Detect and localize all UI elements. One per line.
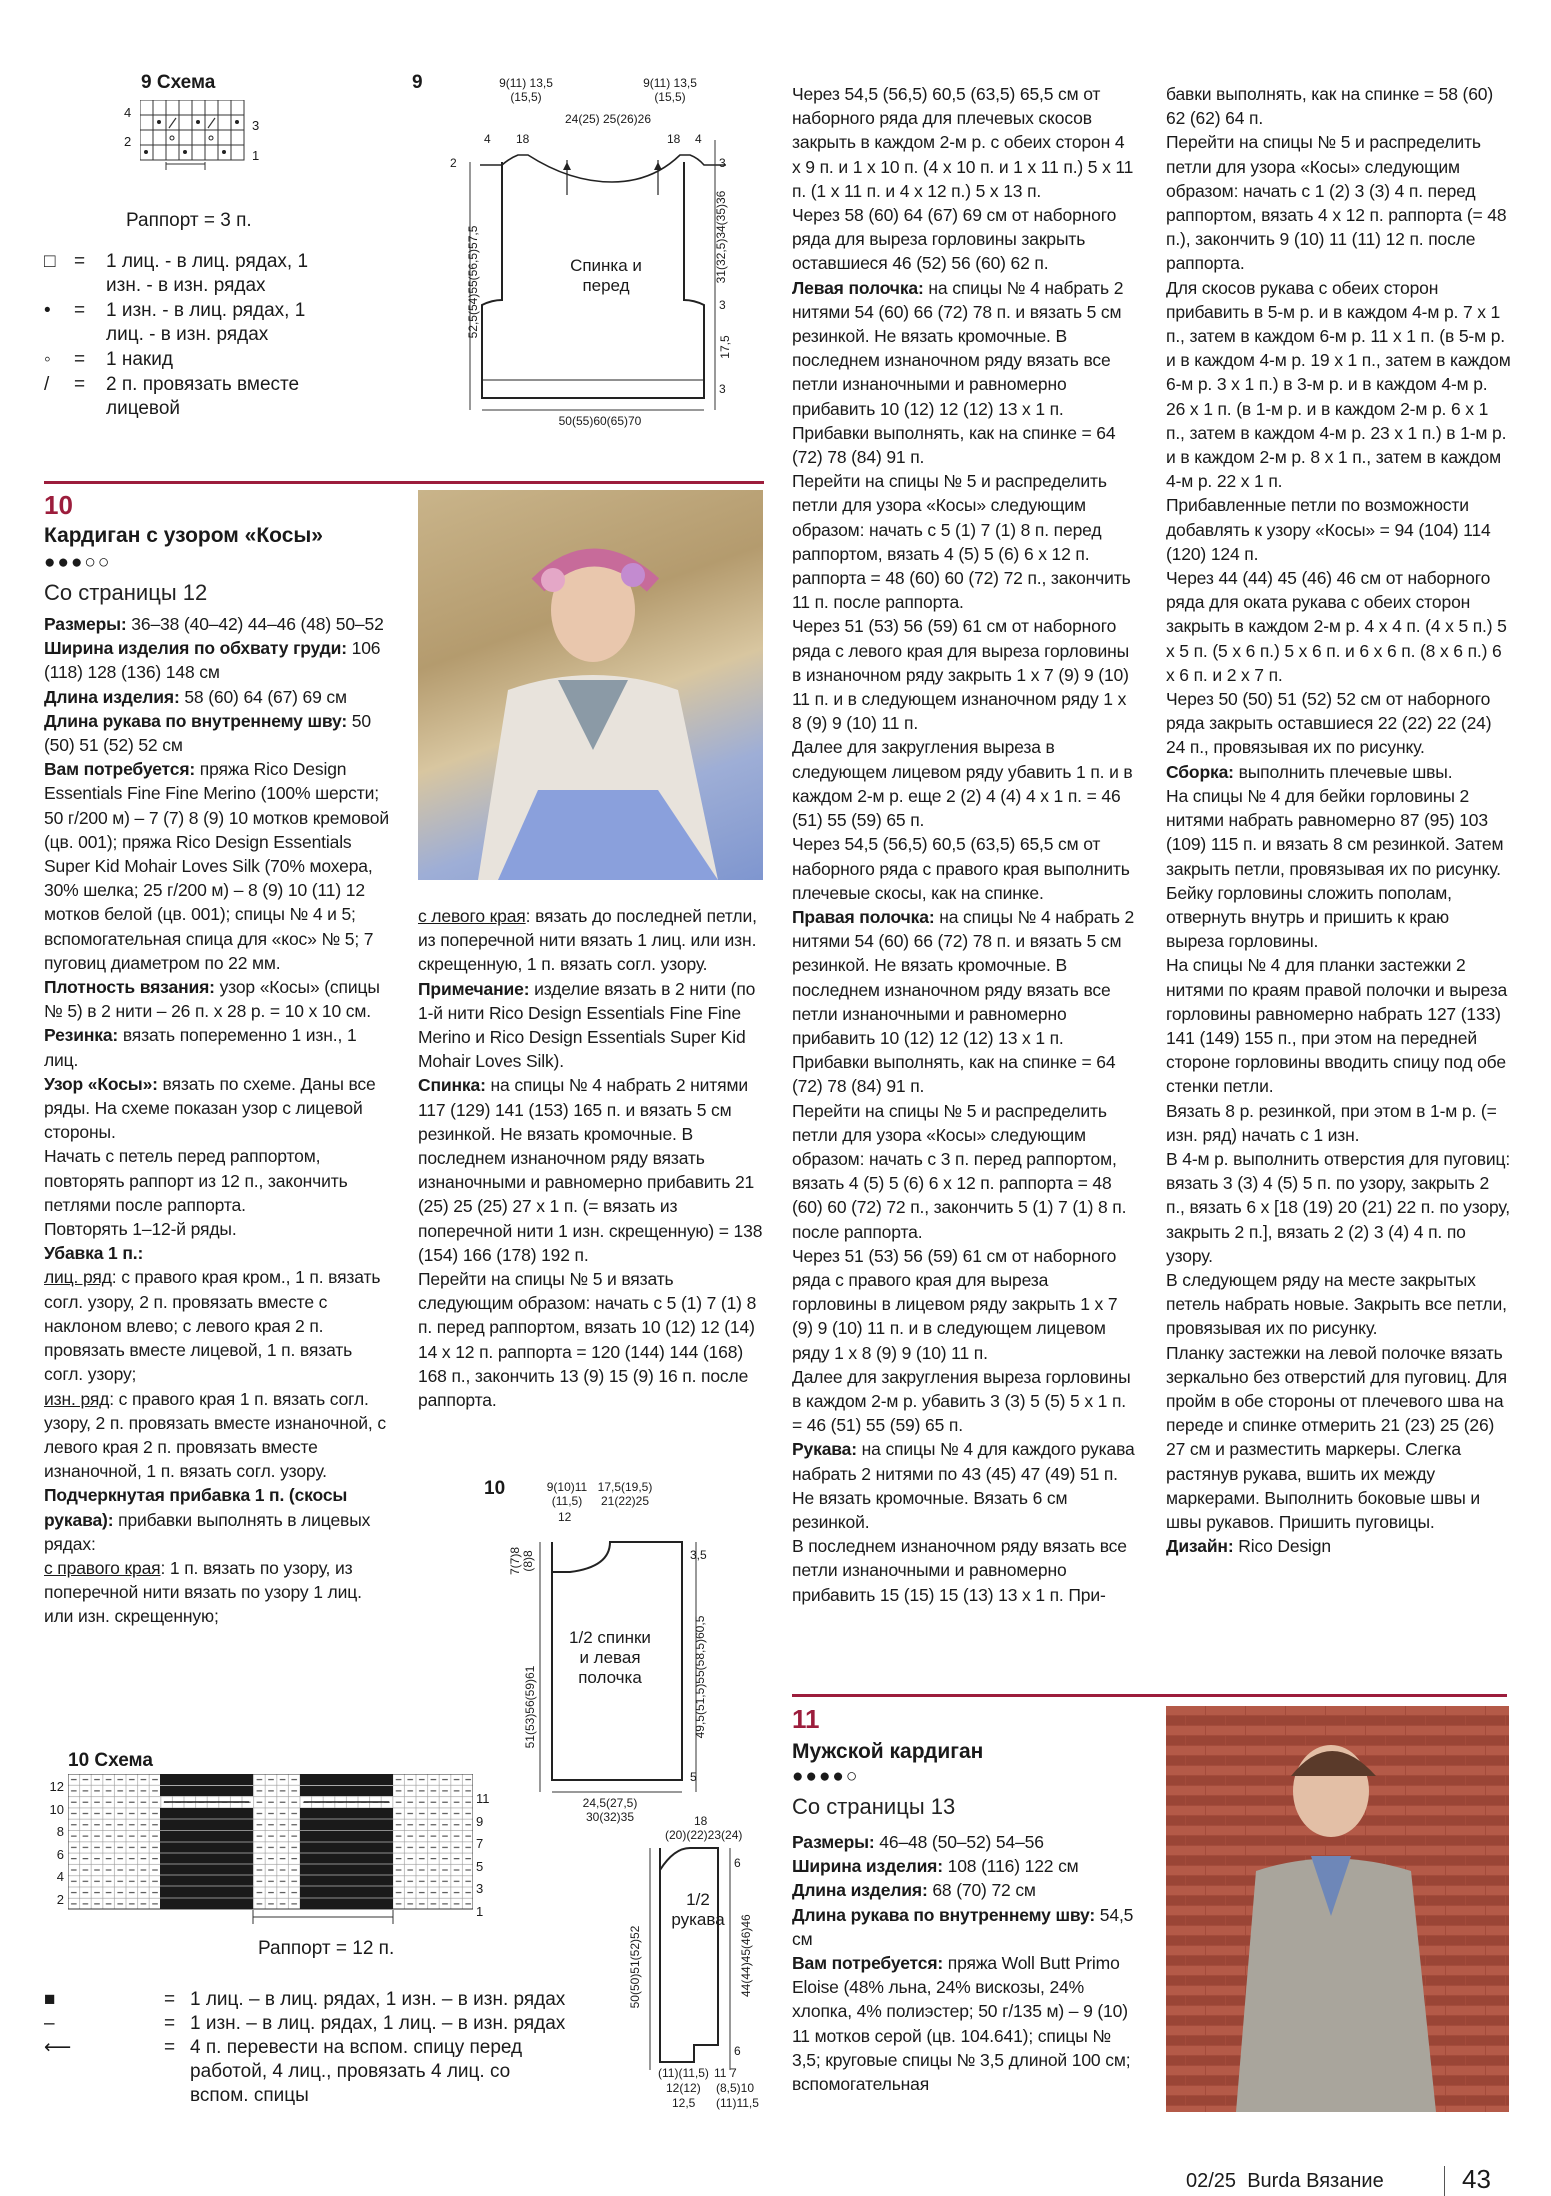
schema9-row-label: 3 — [252, 118, 260, 133]
text-paragraph: Прибавленные петли по возможности добавлять к узору «Косы» = 94 (104) 114 (120) 124 п. — [1166, 495, 1491, 564]
section10-title: Кардиган с узором «Косы» — [44, 524, 323, 547]
pattern9-dim: 4 — [484, 132, 491, 146]
legend-equals: = — [164, 2013, 176, 2034]
text-paragraph: Подчеркнутая прибавка 1 п. (скосы рукава): прибавки выполнять в лицевых рядах: — [44, 1485, 371, 1554]
text-paragraph: Резинка: вязать попеременно 1 изн., 1 лиц. — [44, 1025, 357, 1070]
text-paragraph: Длина изделия: 58 (60) 64 (67) 69 см — [44, 686, 347, 707]
text-paragraph: В 4-м р. выполнить отверстия для пуговиц: вязать 3 (3) 4 (5) 5 п. по узору, закрыть 2 п., вязать 6 x [18 (19) 20 (21) 22 п. по узору, закрыть 2 п.], вязать 2 (2) 3 (4) 4 п. по узору. — [1166, 1148, 1511, 1266]
pattern9-dim: 18 — [516, 132, 530, 146]
pattern10-dim: 3,5 — [690, 1548, 707, 1562]
pattern9-dim: 9(11) 13,5 (15,5) — [643, 76, 697, 104]
pattern10-dim: 9(10)11 (11,5) — [546, 1480, 588, 1508]
section10-column-4 — [1166, 82, 1511, 1558]
schema9-legend-text: 1 изн. - в лиц. рядах, 1 лиц. - в изн. рядах — [106, 300, 306, 345]
schema10-legend-text: 1 изн. – в лиц. рядах, 1 лиц. – в изн. рядах — [190, 2013, 566, 2034]
legend-equals: = — [164, 2037, 176, 2058]
text-paragraph: Начать с петель перед раппортом, повторять раппорт из 12 п., закончить петлями после раппорта. — [44, 1146, 348, 1215]
pattern10-dim: 7 — [730, 2066, 737, 2080]
text-paragraph: В последнем изнаночном ряду вязать все петли изнаночными и равномерно прибавить 15 (15) 15 (13) 13 x 1 п. При- — [792, 1536, 1127, 1605]
pattern10-dim: 24,5(27,5) 30(32)35 — [582, 1796, 638, 1824]
schema9-legend-item: □ = — [44, 251, 86, 272]
difficulty-rating: ●●●●○ — [792, 1766, 860, 1787]
schema9-grid — [140, 100, 250, 180]
legend-equals: = — [164, 1989, 176, 2010]
k2tog-symbol-icon: / — [44, 374, 50, 395]
section10-column-2 — [418, 904, 763, 1412]
schema9-row-label: 1 — [252, 148, 260, 163]
text-paragraph: Длина изделия: 68 (70) 72 см — [792, 1880, 1036, 1901]
text-paragraph: Вам потребуется: пряжа Rico Design Essentials Fine Fine Merino (100% шерсти; 50 г/200 м) – 7 (7) 8 (9) 10 мотков кремовой (цв. 001); пряжа Rico Design Essentials Super Kid Mohair Loves Silk (70% мохера, 30% шелка; 25 г/200 м) – 8 (9) 10 (11) 12 мотков белой (цв. 001); спицы № 4 и 5; вспомогательная спица для «кос» № 5; 7 пуговиц диаметром по 22 мм. — [44, 759, 389, 973]
pattern10-dim: 7(7)8 (8)8 — [508, 1547, 535, 1576]
model-photo-mens-cardigan-illustration — [1166, 1706, 1509, 2112]
yarn-over-symbol-icon: ◦ — [44, 349, 51, 370]
text-paragraph: Убавка 1 п.: — [44, 1243, 144, 1264]
section11-title: Мужской кардиган — [792, 1740, 984, 1763]
schema9-legend-item: ◦ = — [44, 349, 86, 370]
text-paragraph: изн. ряд: с правого края 1 п. вязать согл. узору, 2 п. провязать вместе изнаночной, с левого края 2 п. провязать вместе изнаночной, 1 п. вязать согл. узору. — [44, 1388, 386, 1482]
section11-number: 11 — [792, 1704, 820, 1734]
footer-brand: Burda Вязание — [1247, 2170, 1384, 2192]
text-paragraph: с правого края: 1 п. вязать по узору, из поперечной нити вязать по узору 1 лиц. или изн. скрещенную; — [44, 1557, 362, 1627]
text-paragraph: Правая полочка: на спицы № 4 набрать 2 нитями 54 (60) 66 (72) 78 п. и вязать 5 см резинкой. Не вязать кромочные. В последнем изнаночном ряду вязать все петли изнаночными и равномерно прибавить 10 (12) 12 (12) 13 x 1 п. Прибавки выполнять, как на спинке = 64 (72) 78 (84) 91 п. — [792, 906, 1135, 1097]
text-paragraph: Перейти на спицы № 5 и распределить петли для узора «Косы» следующим образом: начать с 1 (2) 3 (3) 4 п. перед раппортом, вязать 4 x 12 п. раппорта (= 48 п.), закончить 9 (10) 11 (11) 12 п. после раппорта. — [1166, 132, 1507, 274]
pattern9-dim: 24(25) 25(26)26 — [564, 112, 652, 126]
text-paragraph: Далее для закругления выреза в следующем лицевом ряду убавить 1 п. и в каждом 2-м р. еще 2 (2) 4 (4) 4 x 1 п. = 46 (51) 55 (59) 65 п. — [792, 737, 1133, 831]
pattern9-dim: 3 — [719, 156, 726, 170]
text-paragraph: Дизайн: Rico Design — [1166, 1536, 1331, 1557]
schema9-rapport: Раппорт = 3 п. — [126, 210, 252, 231]
pattern10-dim: (8,5)10 — [716, 2081, 755, 2095]
schema10-legend-item — [44, 2012, 164, 2036]
dash-cell-symbol-icon: – — [44, 2013, 55, 2034]
text-paragraph: бавки выполнять, как на спинке = 58 (60) 62 (62) 64 п. — [1166, 84, 1494, 129]
text-paragraph: Перейти на спицы № 5 и распределить петли для узора «Косы» следующим образом: начать с 5 (1) 7 (1) 8 п. перед раппортом, вязать 4 (5) 5 (6) 6 x 12 п. раппорта = 48 (60) 60 (72) 72 п., закончить 11 п. после раппорта. — [792, 471, 1131, 613]
footer-divider — [1444, 2166, 1445, 2196]
pattern10-dim: (20)(22)23(24) — [665, 1828, 743, 1842]
section10-column-3 — [792, 82, 1137, 1607]
pattern10-dim: 51(53)56(59)61 — [523, 1665, 537, 1749]
cable-arrow-symbol-icon: ⟵ — [44, 2037, 72, 2058]
pattern10-dim: 6 — [734, 2044, 741, 2058]
pattern9-dim: 31(32,5)34(35)36 — [714, 190, 728, 284]
text-paragraph: На спицы № 4 для планки застежки 2 нитями по краям правой полочки и выреза горловины равномерно набрать 127 (133) 141 (149) 155 п., при этом на передней стороне горловины вводить спицу под обе стенки петли. — [1166, 955, 1508, 1097]
text-paragraph: Сборка: выполнить плечевые швы. — [1166, 761, 1453, 782]
pattern10-body-label: 1/2 спинки и левая полочка — [569, 1628, 651, 1687]
text-paragraph: с левого края: вязать до последней петли, из поперечной нити вязать 1 лиц. или изн. скрещенную, 1 п. вязать согл. узору. — [418, 906, 757, 975]
pattern10-dim: (11)11,5 — [716, 2096, 759, 2110]
text-paragraph: На спицы № 4 для бейки горловины 2 нитями набрать равномерно 87 (95) 103 (109) 115 п. и вязать 8 см резинкой. Затем закрыть петли, провязывая их по рисунку. — [1166, 785, 1504, 879]
pattern10-number: 10 — [484, 1478, 506, 1499]
text-paragraph: Узор «Косы»: вязать по схеме. Даны все ряды. На схеме показан узор с лицевой стороны. — [44, 1073, 376, 1143]
text-paragraph: Повторять 1–12-й ряды. — [44, 1219, 237, 1240]
text-paragraph: Размеры: 36–38 (40–42) 44–46 (48) 50–52 — [44, 614, 384, 634]
pattern10-sleeve-label: 1/2 рукава — [671, 1890, 725, 1929]
section10-divider — [44, 481, 764, 484]
schema10-row-labels-left: 12 10 8 6 4 2 — [49, 1779, 64, 1907]
pattern10-dim: 6 — [734, 1856, 741, 1870]
text-paragraph: Ширина изделия по обхвату груди: 106 (118) 128 (136) 148 см — [44, 638, 381, 683]
text-paragraph: Для скосов рукава с обеих сторон прибавить в 5-м р. и в каждом 4-м р. 7 x 1 п., затем в каждом 6-м р. 11 x 1 п. (в 5-м р. и в каждом 4-м р. 19 x 1 п., затем в каждом 6-м р. 3 x 1 п.) в 3-м р. и в каждом 4-м р. 26 x 1 п. (в 1-м р. и в каждом 2-м р. 6 x 1 п., затем в каждом 4-м р. 23 x 1 п.) в 1-м р. и в каждом 2-м р. 8 x 1 п., затем в каждом 4-м р. 22 x 1 п. — [1166, 277, 1511, 492]
text-paragraph: Далее для закругления выреза горловины в каждом 2-м р. убавить 3 (3) 5 (5) 5 x 1 п. = 46 (51) 55 (59) 65 п. — [792, 1366, 1131, 1436]
schema9-legend-item: / = — [44, 374, 86, 395]
section11-column — [792, 1830, 1137, 2096]
section11-source-page: Со страницы 13 — [792, 1794, 956, 1819]
schema10-title: 10 Схема — [68, 1750, 153, 1771]
pattern9-dim: 2 — [450, 156, 457, 170]
text-paragraph: Через 54,5 (56,5) 60,5 (63,5) 65,5 см от наборного ряда для плечевых скосов закрыть в каждом 2-м р. с обеих сторон 4 x 9 п. и 1 x 10 п. (4 x 10 п. и 1 x 11 п.) 5 x 11 п. (1 x 11 п. и 4 x 12 п.) 5 x 13 п. — [792, 84, 1134, 201]
pattern10-dim: 12(12) — [666, 2081, 701, 2095]
schema9-legend-text: 1 лиц. - в лиц. рядах, 1 изн. - в изн. рядах — [106, 251, 309, 296]
schema9-title: 9 Схема — [141, 72, 216, 93]
text-paragraph: лиц. ряд: с правого края кром., 1 п. вязать согл. узору, 2 п. провязать вместе с наклоном влево; с левого края 2 п. провязать вместе лицевой, 1 п. вязать согл. узору; — [44, 1267, 381, 1385]
pattern9-number: 9 — [412, 72, 423, 93]
knit-symbol-icon: □ — [44, 251, 56, 272]
pattern9-piece-label: Спинка и перед — [570, 256, 642, 295]
schema10-legend-text: 4 п. перевести на вспом. спицу перед работой, 4 лиц., провязать 4 лиц. со вспом. спицы — [190, 2037, 523, 2106]
text-paragraph: Примечание: изделие вязать в 2 нити (по 1-й нити Rico Design Essentials Fine Fine Merino и Rico Design Essentials Super Kid Mohair Loves Silk). — [418, 978, 756, 1072]
text-paragraph: Спинка: на спицы № 4 набрать 2 нитями 117 (129) 141 (153) 165 п. и вязать 5 см резинкой. Не вязать кромочные. В последнем изнаночном ряду вязать изнаночными и равномерно прибавить 21 (25) 25 (25) 27 x 1 п. (= вязать из поперечной нити 1 изн. скрещенную) = 138 (154) 166 (178) 192 п. — [418, 1075, 763, 1265]
pattern10-dim: 12 — [558, 1510, 572, 1524]
pattern9-dim: 4 — [695, 132, 702, 146]
pattern10-dim: 12,5 — [672, 2096, 696, 2110]
text-paragraph: Размеры: 46–48 (50–52) 54–56 — [792, 1832, 1044, 1852]
schema10-legend-text: 1 лиц. – в лиц. рядах, 1 изн. – в изн. рядах — [190, 1989, 566, 2010]
pattern9-dim: 17,5 — [718, 335, 732, 359]
pattern9-dim: 3 — [719, 298, 726, 312]
schema9-legend-item: • = — [44, 300, 86, 321]
pattern10-dim: 18 — [694, 1814, 708, 1828]
text-paragraph: Вам потребуется: пряжа Woll Butt Primo Eloise (48% льна, 24% вискозы, 24% хлопка, 4% полиэстер; 50 г/135 м) – 9 (10) 11 мотков серой (цв. 104.641); спицы № 3,5; круговые спицы № 3,5 длиной 100 см; вспомогательная — [792, 1953, 1131, 2095]
text-paragraph: Вязать 8 р. резинкой, при этом в 1-м р. (= изн. ряд) начать с 1 изн. — [1166, 1100, 1497, 1145]
section10-column-1 — [44, 612, 389, 1629]
text-paragraph: Перейти на спицы № 5 и распределить петли для узора «Косы» следующим образом: начать с 3 п. перед раппортом, вязать 4 (5) 5 (6) 6 x 12 п. раппорта = 48 (60) 60 (72) 72 п., закончить 5 (1) 7 (1) 8 п. после раппорта. — [792, 1100, 1127, 1242]
text-paragraph: Левая полочка: на спицы № 4 набрать 2 нитями 54 (60) 66 (72) 78 п. и вязать 5 см резинкой. Не вязать кромочные. В последнем изнаночном ряду вязать все петли изнаночными и равномерно прибавить 10 (12) 12 (12) 13 x 1 п. Прибавки выполнять, как на спинке = 64 (72) 78 (84) 91 п. — [792, 277, 1124, 468]
pattern9-dim: 50(55)60(65)70 — [558, 414, 642, 428]
pattern10-dim: 5 — [690, 1770, 697, 1784]
text-paragraph: Через 44 (44) 45 (46) 46 см от наборного ряда для оката рукава с обеих сторон закрыть в каждом 2-м р. 4 x 4 п. (4 x 5 п.) 5 x 5 п. (5 x 6 п.) 5 x 6 п. и 6 x 6 п. (8 x 6 п.) 6 x 6 п. и 2 x 7 п. — [1166, 568, 1507, 685]
section11-divider — [792, 1694, 1507, 1697]
text-paragraph: Ширина изделия: 108 (116) 122 см — [792, 1856, 1079, 1877]
dark-cell-symbol-icon: ■ — [44, 1989, 56, 2010]
pattern10-dim: 49,5(51,5)55(58,5)60,5 — [693, 1615, 707, 1739]
schema9-row-label: 4 — [124, 105, 132, 120]
text-paragraph: Планку застежки на левой полочке вязать зеркально без отверстий для пуговиц. Для пройм в обе стороны от плечевого шва на переде и спинке отмерить 21 (23) 25 (26) 27 см и разместить маркеры. Слегка растянув рукава, вшить их между маркерами. Выполнить боковые швы и швы рукавов. Пришить пуговицы. — [1166, 1342, 1507, 1532]
schema9-legend-text: 2 п. провязать вместе лицевой — [106, 374, 300, 419]
section10-source-page: Со страницы 12 — [44, 580, 208, 605]
text-paragraph: Плотность вязания: узор «Косы» (спицы № 5) в 2 нити – 26 п. x 28 р. = 10 x 10 см. — [44, 977, 380, 1022]
model-photo-mens-cardigan — [1166, 1706, 1509, 2112]
difficulty-rating: ●●●○○ — [44, 552, 112, 573]
text-paragraph: В следующем ряду на месте закрытых петель набрать новые. Закрыть все петли, провязывая их по рисунку. — [1166, 1269, 1507, 1339]
text-paragraph: Длина рукава по внутреннему шву: 50 (50) 51 (52) 52 см — [44, 710, 371, 756]
schema10-legend-item — [44, 1988, 164, 2012]
pattern9-dim: 18 — [667, 132, 681, 146]
text-paragraph: Через 50 (50) 51 (52) 52 см от наборного ряда закрыть оставшиеся 22 (22) 22 (24) 24 п., провязывая их по рисунку. — [1166, 689, 1492, 758]
pattern9-dim: 9(11) 13,5 (15,5) — [499, 76, 553, 104]
pattern10-dim: 44(44)45(46)46 — [739, 1914, 753, 1997]
text-paragraph: Через 58 (60) 64 (67) 69 см от наборного ряда для выреза горловины закрыть оставшиеся 46 (52) 56 (60) 62 п. — [792, 205, 1117, 274]
page-number: 43 — [1462, 2164, 1491, 2194]
text-paragraph: Бейку горловины сложить пополам, отвернуть внутрь и пришить к краю выреза горловины. — [1166, 882, 1452, 952]
text-paragraph: Через 51 (53) 56 (59) 61 см от наборного ряда с левого края для выреза горловины в изнаночном ряду закрыть 1 x 7 (9) 9 (10) 11 п. и в следующем изнаночном ряду 1 x 8 (9) 9 (10) 11 п. — [792, 616, 1130, 734]
model-photo-cardigan-illustration — [418, 490, 763, 880]
schema10-legend-item — [44, 2036, 164, 2060]
schema10-rapport: Раппорт = 12 п. — [258, 1938, 395, 1959]
model-photo-cardigan — [418, 490, 763, 880]
text-paragraph: Через 51 (53) 56 (59) 61 см от наборного ряда с правого края для выреза горловины в лицевом ряду закрыть 1 x 7 (9) 9 (10) 11 п. и в следующем лицевом ряду 1 x 8 (9) 9 (10) 11 п. — [792, 1245, 1118, 1363]
footer-issue: 02/25 Burda Вязание — [1186, 2170, 1384, 2192]
text-paragraph: Перейти на спицы № 5 и вязать следующим образом: начать с 5 (1) 7 (1) 8 п. перед раппортом, вязать 10 (12) 12 (14) 14 x 12 п. раппорта = 120 (144) 144 (168) 168 п., закончить 13 (9) 15 (9) 16 п. после раппорта. — [418, 1269, 757, 1411]
pattern9-dim: 52,5(54)55(56,5)57,5 — [466, 225, 480, 339]
schema10-row-labels-right: 11 9 7 5 3 1 — [476, 1791, 490, 1919]
pattern10-dim: 17,5(19,5) 21(22)25 — [597, 1480, 653, 1508]
section10-number: 10 — [44, 490, 73, 520]
purl-symbol-icon: • — [44, 300, 51, 321]
schema9-row-label: 2 — [124, 134, 132, 149]
pattern10-sleeve-bottom: (11)(11,5) — [658, 2066, 709, 2080]
pattern10-dim: 50(50)51(52)52 — [628, 1925, 642, 2009]
pattern9-dim: 3 — [719, 382, 726, 396]
pattern10-dim: 11 — [714, 2066, 727, 2080]
text-paragraph: Рукава: на спицы № 4 для каждого рукава набрать 2 нитями по 43 (45) 47 (49) 51 п. Не вязать кромочные. Вязать 6 см резинкой. — [792, 1439, 1135, 1532]
text-paragraph: Длина рукава по внутреннему шву: 54,5 см — [792, 1904, 1134, 1949]
text-paragraph: Через 54,5 (56,5) 60,5 (63,5) 65,5 см от наборного ряда с правого края выполнить плечевые скосы, как на спинке. — [792, 834, 1130, 903]
schema9-legend-text: 1 накид — [106, 349, 173, 370]
